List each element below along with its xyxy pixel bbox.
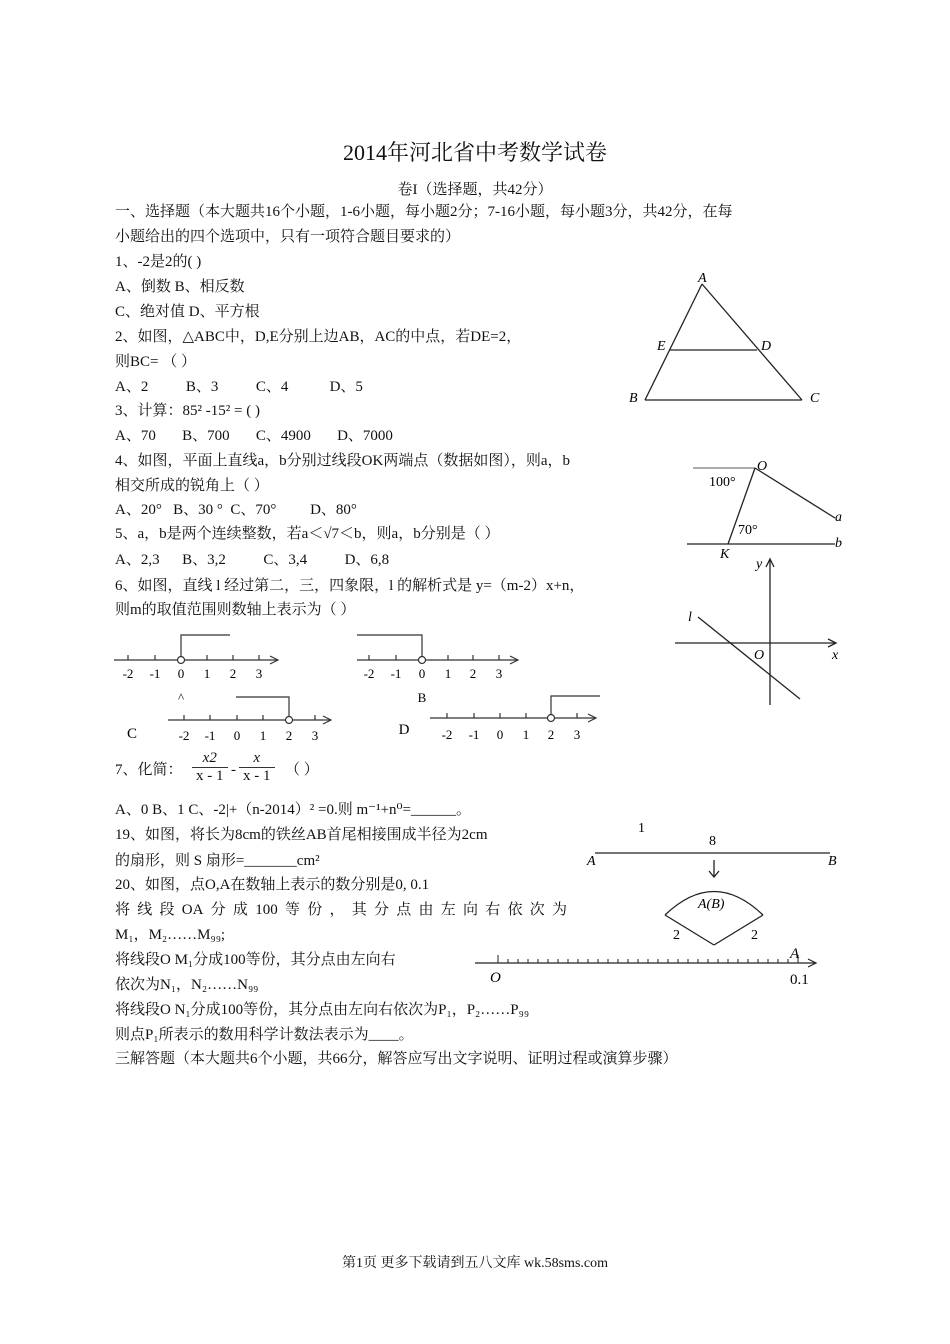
- label-eight: 8: [709, 834, 716, 849]
- tick-label: -1: [149, 666, 161, 681]
- label-origin: O: [754, 648, 765, 663]
- label-d: D: [761, 339, 772, 354]
- q7-fraction-1: [192, 750, 228, 785]
- label-oa-a: A: [790, 946, 800, 962]
- q3-stem: 3、计算：85² -15² = ( ): [115, 403, 260, 419]
- tick-label: 3: [495, 666, 503, 681]
- q19-line2: 的扇形，则 S 扇形=_______cm²: [115, 853, 320, 869]
- option-d-label: D: [398, 722, 410, 738]
- label-radius-left: 2: [673, 928, 680, 943]
- label-ab-joined: A(B): [698, 897, 725, 912]
- tick-label: -1: [468, 727, 480, 742]
- q4-stem: 4、如图，平面上直线a，b分别过线段OK两端点（数据如图），则a，b: [115, 453, 570, 469]
- numberline-d-ray: [551, 696, 600, 718]
- label-b-line: b: [835, 536, 842, 551]
- q20-line6: 将线段O N₁分成100等份，其分点由左向右依次为P₁，P₂……P₉₉: [115, 1002, 530, 1018]
- triangle-figure: [620, 270, 830, 410]
- q19-line1: 19、如图，将长为8cm的铁丝AB首尾相接围成半径为2cm: [115, 827, 488, 843]
- q7-frac1-denominator: x - 1: [196, 768, 224, 784]
- triangle-side-ab: [645, 284, 702, 400]
- axes-figure: [670, 555, 850, 710]
- tick-label: 3: [255, 666, 263, 681]
- label-y: y: [756, 557, 763, 572]
- q2-stem-cont: 则BC= （ ）: [115, 354, 196, 370]
- q5-stem: 5、a，b是两个连续整数，若a＜√7＜b，则a，b分别是（ ）: [115, 526, 500, 542]
- angle-70: 70°: [738, 523, 758, 538]
- numberline-c-open-point: [286, 717, 293, 724]
- option-a-label: ^: [177, 690, 185, 705]
- numberline-a-ray: [181, 635, 230, 660]
- number-line-oa-figure: [470, 940, 830, 990]
- tick-label: 1: [259, 728, 267, 743]
- numberline-b-open-point: [419, 657, 426, 664]
- q7-minus: -: [231, 762, 236, 778]
- section1-heading: 一、选择题（本大题共16个小题，1-6小题，每小题2分；7-16小题，每小题3分，共42分，在每: [115, 204, 733, 220]
- label-wire-a: A: [587, 854, 596, 869]
- q1-options-ab: A、倒数 B、相反数: [115, 279, 245, 295]
- q7-frac2-denominator: x - 1: [243, 768, 271, 784]
- tick-label: -2: [122, 666, 134, 681]
- numberline-b-ray: [357, 635, 422, 660]
- page-footer: 第1页 更多下载请到五八文库 wk.58sms.com: [342, 1256, 608, 1271]
- numberline-d-open-point: [548, 715, 555, 722]
- q1-stem: 1、-2是2的( ): [115, 254, 202, 270]
- label-oa-value: 0.1: [790, 972, 809, 988]
- q4-stem-cont: 相交所成的锐角上（ ）: [115, 478, 269, 494]
- line-l: [698, 617, 800, 699]
- q4-options: A、20° B、30 ° C、70° D、80°: [115, 502, 357, 518]
- q1-options-cd: C、绝对值 D、平方根: [115, 304, 260, 320]
- label-wire-b: B: [828, 854, 837, 869]
- tick-label: -2: [178, 728, 190, 743]
- q20-line1: 20、如图，点O,A在数轴上表示的数分别是0, 0.1: [115, 877, 430, 893]
- numberline-d: [395, 692, 610, 752]
- tick-label: 1: [203, 666, 211, 681]
- q6-stem: 6、如图，直线 l 经过第二，三，四象限，l 的解析式是 y=（m-2）x+n，: [115, 578, 585, 594]
- tick-label: 0: [496, 727, 504, 742]
- label-k: K: [720, 547, 730, 562]
- q7-frac2-numerator: x: [239, 750, 275, 768]
- q7-stem: 7、化简：: [115, 762, 183, 778]
- triangle-side-ac: [702, 284, 802, 400]
- section1-heading-cont: 小题给出的四个选项中，只有一项符合题目要求的）: [115, 229, 461, 245]
- q7-fraction-2: [239, 750, 275, 785]
- tick-label: 0: [233, 728, 241, 743]
- page-title: 2014年河北省中考数学试卷: [342, 140, 607, 165]
- q7-frac1-numerator: x2: [192, 750, 228, 768]
- wire-sector-figure: [585, 818, 845, 948]
- tick-label: 1: [444, 666, 452, 681]
- label-o: O: [757, 459, 768, 474]
- label-radius-right: 2: [751, 928, 758, 943]
- q7-options: A、0 B、1 C、-2|+（n-2014）² =0.则 m⁻¹+n⁰=______。: [115, 802, 472, 818]
- option-c-label: C: [126, 726, 138, 742]
- q5-options: A、2,3 B、3,2 C、3,4 D、6,8: [115, 552, 390, 568]
- q6-stem-cont: 则m的取值范围则数轴上表示为（ ）: [115, 602, 356, 618]
- tick-label: -1: [204, 728, 216, 743]
- label-a-line: a: [835, 510, 842, 525]
- label-b: B: [629, 391, 638, 406]
- q2-stem: 2、如图，△ABC中，D,E分别上边AB，AC的中点，若DE=2，: [115, 329, 522, 345]
- section-subtitle: 卷I（选择题，共42分）: [397, 182, 553, 198]
- q20-line4: 将线段O M₁分成100等份，其分点由左向右: [115, 952, 396, 968]
- tick-label: 1: [522, 727, 530, 742]
- label-one: 1: [638, 821, 645, 836]
- tick-label: 0: [177, 666, 185, 681]
- q7-paren: （ ）: [285, 762, 319, 778]
- tick-label: -2: [441, 727, 453, 742]
- label-oa-o: O: [490, 970, 501, 986]
- numberline-a-open-point: [178, 657, 185, 664]
- angle-100: 100°: [709, 475, 736, 490]
- q20-line3: M₁，M₂……M₉₉;: [115, 927, 226, 943]
- line-a: [755, 468, 835, 518]
- option-b-label: B: [417, 690, 427, 705]
- tick-label: 2: [547, 727, 555, 742]
- numberline-c: [120, 692, 340, 752]
- tick-label: -1: [390, 666, 402, 681]
- q20-line5: 依次为N₁，N₂……N₉₉: [115, 977, 259, 993]
- label-x: x: [832, 648, 839, 663]
- label-l: l: [688, 610, 692, 625]
- tick-label: 2: [229, 666, 237, 681]
- lines-ok-figure: [685, 448, 865, 560]
- tick-label: 3: [311, 728, 319, 743]
- label-e: E: [657, 339, 666, 354]
- tick-label: 3: [573, 727, 581, 742]
- tick-label: 2: [469, 666, 477, 681]
- tick-label: 2: [285, 728, 293, 743]
- tick-label: 0: [418, 666, 426, 681]
- label-a: A: [698, 271, 707, 286]
- section3-heading: 三解答题（本大题共6个小题，共66分，解答应写出文字说明、证明过程或演算步骤）: [115, 1051, 678, 1067]
- q3-options: A、70 B、700 C、4900 D、7000: [115, 428, 393, 444]
- oa-ticks: [498, 955, 798, 963]
- q20-line2: 将线段OA分成100等份，其分点由左向右依次为: [115, 902, 567, 918]
- q2-options: A、2 B、3 C、4 D、5: [115, 379, 363, 395]
- q20-line7: 则点P₁所表示的数用科学计数法表示为____。: [115, 1027, 414, 1043]
- tick-label: -2: [363, 666, 375, 681]
- label-c: C: [810, 391, 820, 406]
